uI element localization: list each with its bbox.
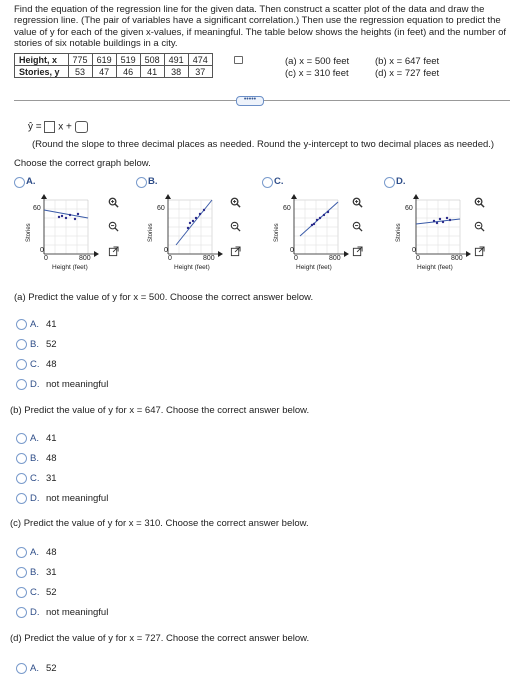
table-cell: 41 <box>140 66 164 78</box>
option-text[interactable]: not meaningful <box>46 493 109 504</box>
option-text[interactable]: not meaningful <box>46 379 109 390</box>
option-text[interactable]: 52 <box>46 587 57 598</box>
x-axis-label: Height (feet) <box>52 264 88 271</box>
graph-option-b[interactable] <box>136 176 254 276</box>
option-text[interactable]: 41 <box>46 433 57 444</box>
option-letter: D. <box>396 176 406 187</box>
graph-option-a[interactable] <box>14 176 132 276</box>
option-text[interactable]: 41 <box>46 319 57 330</box>
table-cell: 37 <box>188 66 212 78</box>
x-tick-800: 800 <box>203 255 215 262</box>
graph-option-d[interactable] <box>384 176 502 276</box>
zoom-in-icon[interactable] <box>474 197 485 208</box>
table-cell: 775 <box>68 54 92 66</box>
radio-button[interactable] <box>136 177 147 188</box>
question-d-prompt: (d) Predict the value of y for x = 727. Choose the correct answer below. <box>10 633 310 644</box>
open-external-icon[interactable] <box>474 246 485 257</box>
x-axis-label: Height (feet) <box>417 264 453 271</box>
radio-button[interactable] <box>16 433 27 444</box>
option-text[interactable]: 31 <box>46 473 57 484</box>
x-plus-label: x + <box>58 121 72 133</box>
y-axis-label: Stories <box>26 223 32 242</box>
open-external-icon[interactable] <box>230 246 241 257</box>
option-letter: B. <box>30 453 39 464</box>
open-external-icon[interactable] <box>108 246 119 257</box>
option-letter: A. <box>26 176 36 187</box>
option-letter: A. <box>30 663 39 674</box>
radio-button[interactable] <box>16 319 27 330</box>
given-b: (b) x = 647 feet <box>375 56 440 67</box>
y-tick-60: 60 <box>157 205 165 212</box>
table-cell: 38 <box>164 66 188 78</box>
x-tick-0: 0 <box>416 255 420 262</box>
y-tick-60: 60 <box>405 205 413 212</box>
option-letter: B. <box>30 567 39 578</box>
zoom-out-icon[interactable] <box>230 221 241 232</box>
x-tick-0: 0 <box>44 255 48 262</box>
regression-equation <box>28 121 88 133</box>
table-row <box>15 54 213 66</box>
x-axis-label: Height (feet) <box>296 264 332 271</box>
x-tick-800: 800 <box>329 255 341 262</box>
zoom-out-icon[interactable] <box>108 221 119 232</box>
y-axis-label: Stories <box>148 223 154 242</box>
table-cell: 47 <box>92 66 116 78</box>
table-cell: 519 <box>116 54 140 66</box>
radio-button[interactable] <box>16 339 27 350</box>
option-letter: D. <box>30 379 40 390</box>
option-letter: C. <box>274 176 284 187</box>
yhat-label: ŷ = <box>28 121 42 133</box>
radio-button[interactable] <box>16 379 27 390</box>
problem-intro: Find the equation of the regression line for the given data. Then construct a scatter plot of the data and draw the regression line. (The pair of variables have a significant correlation.) Then use the regression equation to predict the value of y for each of the given x-values, if meaningful. The table below shows the heights (in feet) and the number of stories of six notable buildings in a city. <box>14 4 507 50</box>
question-b-prompt: (b) Predict the value of y for x = 647. Choose the correct answer below. <box>10 405 310 416</box>
radio-button[interactable] <box>16 453 27 464</box>
table-cell: 46 <box>116 66 140 78</box>
table-cell: 619 <box>92 54 116 66</box>
radio-button[interactable] <box>16 493 27 504</box>
row-label-height: Height, x <box>15 54 69 66</box>
table-cell: 508 <box>140 54 164 66</box>
y-axis-label: Stories <box>274 223 280 242</box>
option-letter: C. <box>30 359 40 370</box>
option-letter: D. <box>30 493 40 504</box>
option-letter: C. <box>30 587 40 598</box>
option-text[interactable]: 48 <box>46 453 57 464</box>
given-a: (a) x = 500 feet <box>285 56 350 67</box>
row-label-stories: Stories, y <box>15 66 69 78</box>
table-cell: 491 <box>164 54 188 66</box>
radio-button[interactable] <box>16 567 27 578</box>
question-a-prompt: (a) Predict the value of y for x = 500. Choose the correct answer below. <box>14 292 314 303</box>
table-row <box>15 66 213 78</box>
y-tick-0: 0 <box>164 247 168 254</box>
x-tick-800: 800 <box>79 255 91 262</box>
question-c-prompt: (c) Predict the value of y for x = 310. Choose the correct answer below. <box>10 518 309 529</box>
table-cell: 474 <box>188 54 212 66</box>
option-letter: A. <box>30 547 39 558</box>
copy-table-icon[interactable] <box>234 56 243 64</box>
zoom-out-icon[interactable] <box>474 221 485 232</box>
intercept-input[interactable] <box>75 121 88 133</box>
zoom-out-icon[interactable] <box>352 221 363 232</box>
option-text[interactable]: 48 <box>46 359 57 370</box>
radio-button[interactable] <box>16 547 27 558</box>
option-text[interactable]: 52 <box>46 339 57 350</box>
y-tick-0: 0 <box>40 247 44 254</box>
given-c: (c) x = 310 feet <box>285 68 349 79</box>
open-external-icon[interactable] <box>352 246 363 257</box>
data-table-wrap <box>14 53 213 78</box>
zoom-in-icon[interactable] <box>352 197 363 208</box>
option-letter: C. <box>30 473 40 484</box>
option-text[interactable]: 48 <box>46 547 57 558</box>
graph-prompt: Choose the correct graph below. <box>14 158 151 169</box>
given-d: (d) x = 727 feet <box>375 68 440 79</box>
option-text[interactable]: 31 <box>46 567 57 578</box>
radio-button[interactable] <box>262 177 273 188</box>
rounding-instruction: (Round the slope to three decimal places as needed. Round the y-intercept to two decimal places as needed.) <box>32 139 495 150</box>
zoom-in-icon[interactable] <box>230 197 241 208</box>
y-axis-label: Stories <box>396 223 402 242</box>
radio-button[interactable] <box>16 587 27 598</box>
graph-option-c[interactable] <box>262 176 380 276</box>
x-tick-0: 0 <box>294 255 298 262</box>
option-letter: B. <box>148 176 158 187</box>
x-tick-0: 0 <box>168 255 172 262</box>
radio-button[interactable] <box>384 177 395 188</box>
y-tick-0: 0 <box>412 247 416 254</box>
option-letter: A. <box>30 433 39 444</box>
radio-button[interactable] <box>16 473 27 484</box>
table-cell: 53 <box>68 66 92 78</box>
slope-input[interactable] <box>44 121 55 133</box>
y-tick-60: 60 <box>283 205 291 212</box>
option-letter: D. <box>30 607 40 618</box>
x-axis-label: Height (feet) <box>174 264 210 271</box>
y-tick-0: 0 <box>290 247 294 254</box>
radio-button[interactable] <box>14 177 25 188</box>
option-text[interactable]: 52 <box>46 663 57 674</box>
option-letter: B. <box>30 339 39 350</box>
zoom-in-icon[interactable] <box>108 197 119 208</box>
option-text[interactable]: not meaningful <box>46 607 109 618</box>
y-tick-60: 60 <box>33 205 41 212</box>
radio-button[interactable] <box>16 607 27 618</box>
radio-button[interactable] <box>16 663 27 674</box>
data-table <box>14 53 213 78</box>
option-letter: A. <box>30 319 39 330</box>
radio-button[interactable] <box>16 359 27 370</box>
expand-button[interactable]: ••••• <box>236 96 264 106</box>
x-tick-800: 800 <box>451 255 463 262</box>
